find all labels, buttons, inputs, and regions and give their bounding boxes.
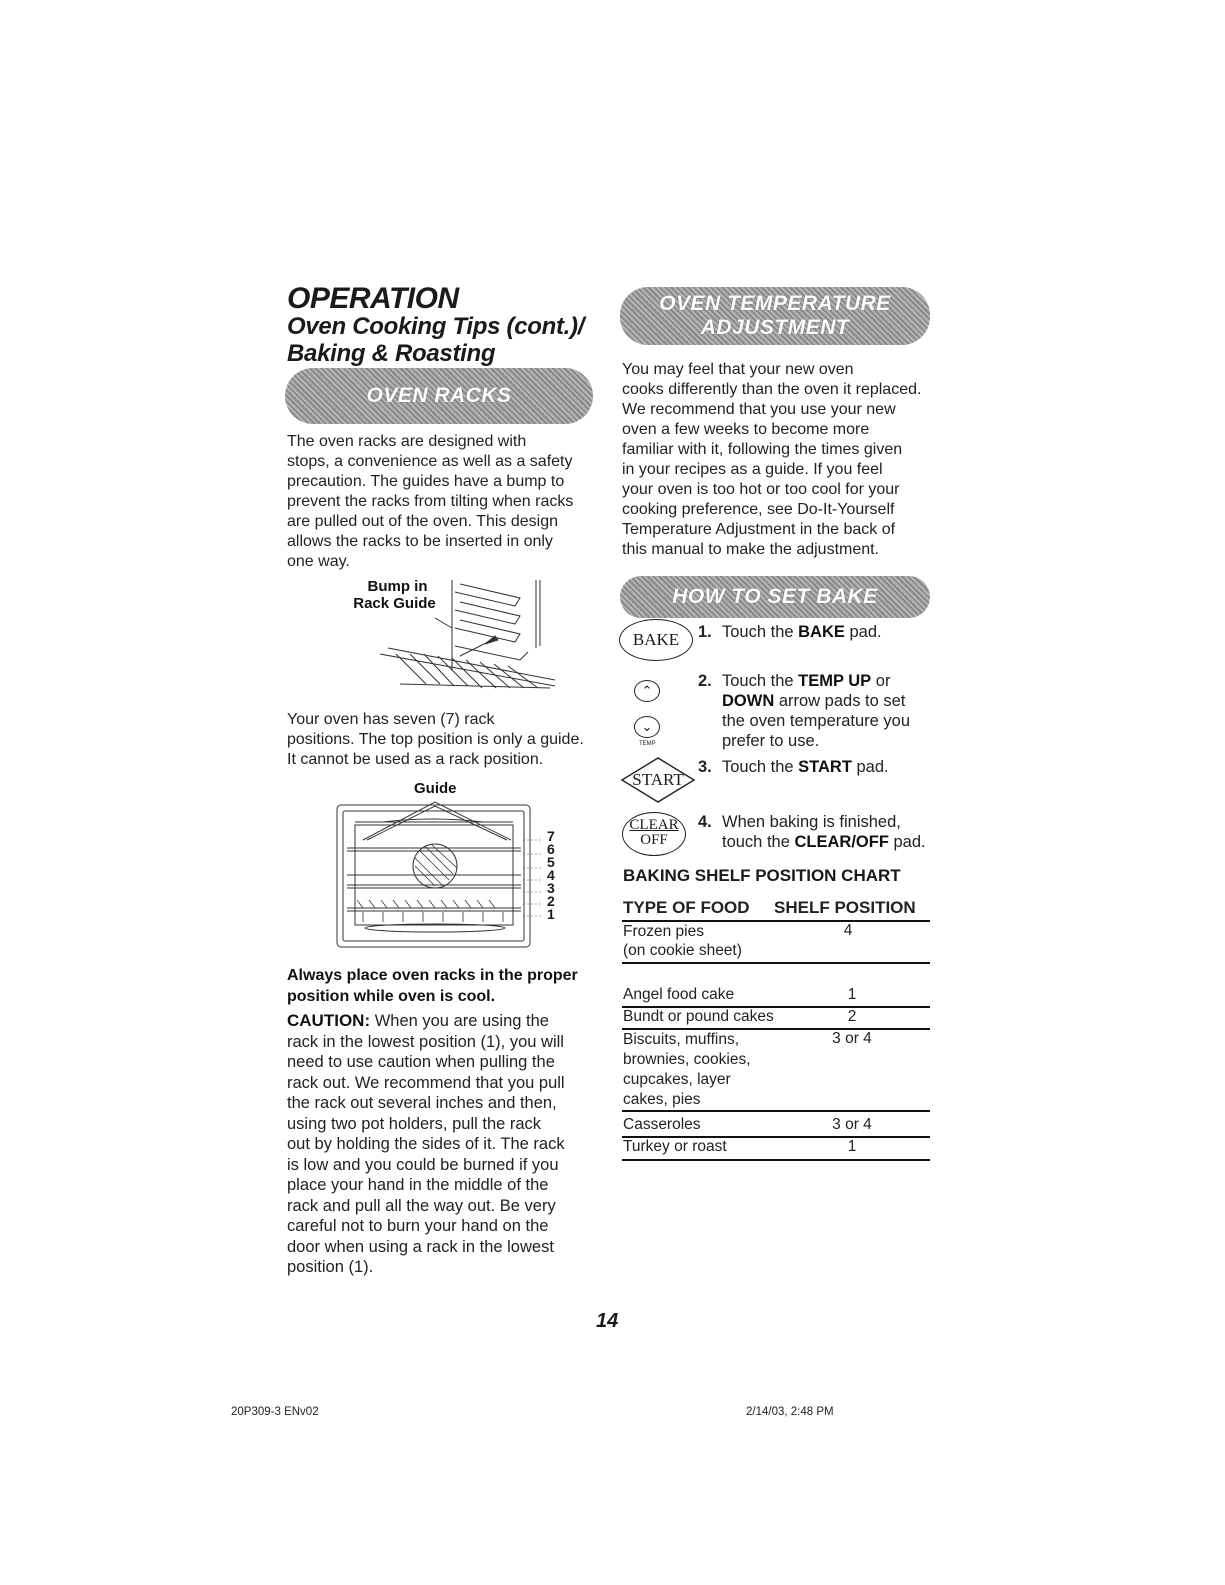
- rack-guide-illustration: [340, 576, 565, 691]
- position-cell: 4: [843, 922, 853, 939]
- text-line: in your recipes as a guide. If you feel: [622, 461, 883, 478]
- step-text-bold: START: [798, 758, 852, 776]
- start-pad-label: START: [632, 770, 684, 789]
- caution-text: When you are using the: [370, 1012, 549, 1030]
- food-cell: Angel food cake: [623, 986, 735, 1003]
- rack-number-2: 2: [547, 893, 555, 909]
- caution-label: CAUTION:: [287, 1011, 371, 1030]
- column-header-food: TYPE OF FOOD: [623, 898, 750, 917]
- rack-number-4: 4: [547, 867, 555, 883]
- step-number: 4.: [698, 813, 712, 831]
- oven-racks-heading-text: OVEN RACKS: [366, 384, 512, 407]
- text-line: your oven is too hot or too cool for your: [622, 481, 900, 498]
- rack-number-6: 6: [547, 841, 555, 857]
- text-line: need to use caution when pulling the: [287, 1053, 555, 1071]
- temp-up-icon: ⌃: [634, 680, 660, 702]
- text-line: precaution. The guides have a bump to: [287, 473, 565, 490]
- temp-adjustment-heading: [620, 287, 930, 345]
- food-cell: [623, 922, 742, 960]
- clear-pad-label: CLEAR: [629, 817, 679, 833]
- step-text-post: pad.: [888, 833, 926, 851]
- text-line: out by holding the sides of it. The rack: [287, 1135, 565, 1153]
- text-line: position (1).: [287, 1258, 374, 1276]
- food-cell: Turkey or roast: [623, 1138, 727, 1155]
- table-row: [622, 922, 930, 964]
- clear-off-pad-icon: [622, 812, 686, 856]
- step-number: 3.: [698, 758, 712, 776]
- step-text-pre: When baking is finished, touch the: [722, 813, 906, 851]
- text-line: prevent the racks from tilting when racks: [287, 493, 574, 510]
- text-line: Always place oven racks in the proper: [287, 967, 578, 984]
- table-header: [622, 898, 930, 922]
- rack-warning-bold: [287, 965, 578, 1007]
- text-line: [287, 1011, 602, 1032]
- position-cell: 3 or 4: [832, 1030, 872, 1047]
- text-line: careful not to burn your hand on the: [287, 1217, 549, 1235]
- text-line: cooks differently than the oven it replaced.: [622, 381, 922, 398]
- table-row: [622, 1008, 930, 1030]
- text-line: cooking preference, see Do-It-Yourself: [622, 501, 895, 518]
- food-line: Biscuits, muffins,: [623, 1031, 740, 1048]
- bump-label-line-2: Rack Guide: [353, 595, 436, 612]
- temp-adjustment-heading-line-1: OVEN TEMPERATURE: [659, 292, 891, 315]
- subtitle-line-1: Oven Cooking Tips (cont.)/: [287, 313, 585, 340]
- oven-racks-paragraph: [287, 432, 592, 572]
- temp-adjustment-heading-line-2: ADJUSTMENT: [700, 316, 850, 339]
- page-number: 14: [596, 1310, 619, 1332]
- rack-number-7: 7: [547, 828, 555, 844]
- footer-timestamp: 2/14/03, 2:48 PM: [746, 1406, 834, 1418]
- text-line: stops, a convenience as well as a safety: [287, 453, 573, 470]
- subtitle-line-2: Baking & Roasting: [287, 340, 496, 367]
- rack-number-1: 1: [547, 906, 555, 922]
- food-line: cakes, pies: [623, 1091, 701, 1108]
- text-line: The oven racks are designed with: [287, 433, 527, 450]
- text-line: You may feel that your new oven: [622, 361, 854, 378]
- text-line: this manual to make the adjustment.: [622, 541, 880, 558]
- temp-adjustment-paragraph: [622, 360, 932, 560]
- position-cell: 3 or 4: [832, 1116, 872, 1133]
- text-line: the rack out several inches and then,: [287, 1094, 557, 1112]
- step-text-pre: Touch the: [722, 623, 799, 641]
- rack-number-5: 5: [547, 854, 555, 870]
- food-line: (on cookie sheet): [623, 942, 742, 959]
- text-line: rack out. We recommend that you pull: [287, 1073, 565, 1092]
- text-line: Your oven has seven (7) rack: [287, 711, 495, 728]
- bake-pad-label: BAKE: [632, 630, 680, 649]
- step-number: 2.: [698, 672, 712, 690]
- step-text-post: pad.: [844, 623, 882, 641]
- step-text: [722, 671, 915, 751]
- food-cell: Bundt or pound cakes: [623, 1008, 774, 1025]
- shelf-chart-title: BAKING SHELF POSITION CHART: [623, 866, 901, 885]
- food-line: cupcakes, layer: [623, 1071, 731, 1088]
- text-line: Temperature Adjustment in the back of: [622, 521, 896, 538]
- food-line: brownies, cookies,: [623, 1051, 751, 1068]
- oven-interior-illustration: [333, 800, 573, 950]
- text-line: position while oven is cool.: [287, 988, 496, 1005]
- rack-positions-paragraph: [287, 710, 597, 770]
- text-line: positions. The top position is only a guide.: [287, 731, 584, 748]
- step-text-pre: Touch the: [722, 758, 799, 776]
- temp-down-icon: ⌄: [634, 716, 660, 738]
- step-text: [722, 812, 932, 852]
- text-line: We recommend that you use your new: [622, 401, 896, 418]
- step-text-bold: TEMP UP: [798, 672, 872, 690]
- rack-number-3: 3: [547, 880, 555, 896]
- step-text-mid: or: [871, 672, 891, 690]
- step-text: [722, 757, 942, 777]
- oven-racks-heading: [285, 368, 593, 424]
- shelf-position-table: [622, 898, 930, 1161]
- table-row: [622, 1116, 930, 1138]
- food-cell: Casseroles: [623, 1116, 701, 1133]
- set-bake-heading: [620, 576, 930, 618]
- section-title: OPERATION: [287, 282, 459, 315]
- text-line: place your hand in the middle of the: [287, 1176, 549, 1194]
- food-line: Frozen pies: [623, 923, 704, 940]
- bump-label-line-1: Bump in: [367, 578, 428, 595]
- text-line: oven a few weeks to become more: [622, 421, 870, 438]
- rack-number-list: [547, 830, 555, 921]
- caution-paragraph: [287, 1011, 602, 1278]
- text-line: door when using a rack in the lowest: [287, 1237, 554, 1256]
- column-header-position: SHELF POSITION: [774, 898, 916, 917]
- set-bake-heading-text: HOW TO SET BAKE: [672, 585, 878, 608]
- text-line: rack and pull all the way out. Be very: [287, 1196, 556, 1215]
- step-number: 1.: [698, 623, 712, 641]
- text-line: are pulled out of the oven. This design: [287, 513, 558, 530]
- footer-doc-code: 20P309-3 ENv02: [231, 1406, 319, 1418]
- step-text-post: arrow pads to set the oven temperature you prefer to use.: [722, 692, 915, 750]
- text-line: allows the racks to be inserted in only: [287, 533, 553, 550]
- table-row: [622, 986, 930, 1008]
- off-pad-label: OFF: [640, 832, 668, 848]
- position-cell: 1: [847, 1138, 857, 1155]
- step-text-bold-2: DOWN: [722, 692, 775, 710]
- table-row: [622, 1030, 930, 1112]
- text-line: is low and you could be burned if you: [287, 1155, 559, 1174]
- text-line: rack in the lowest position (1), you will: [287, 1032, 564, 1051]
- position-cell: 1: [847, 986, 857, 1003]
- bake-pad-icon: [619, 619, 693, 661]
- position-cell: 2: [847, 1008, 857, 1025]
- food-cell: [623, 1030, 751, 1110]
- text-line: familiar with it, following the times given: [622, 441, 903, 458]
- step-text-bold: CLEAR/OFF: [794, 833, 889, 851]
- temp-pad-label: TEMP: [639, 741, 656, 747]
- step-text-post: pad.: [851, 758, 889, 776]
- table-row: [622, 1138, 930, 1161]
- page-subtitle: [287, 313, 584, 367]
- text-line: It cannot be used as a rack position.: [287, 751, 544, 768]
- step-text: [722, 622, 942, 642]
- step-text-bold: BAKE: [798, 623, 845, 641]
- text-line: one way.: [287, 553, 350, 570]
- step-text-pre: Touch the: [722, 672, 799, 690]
- text-line: using two pot holders, pull the rack: [287, 1114, 542, 1133]
- guide-label: Guide: [414, 780, 457, 797]
